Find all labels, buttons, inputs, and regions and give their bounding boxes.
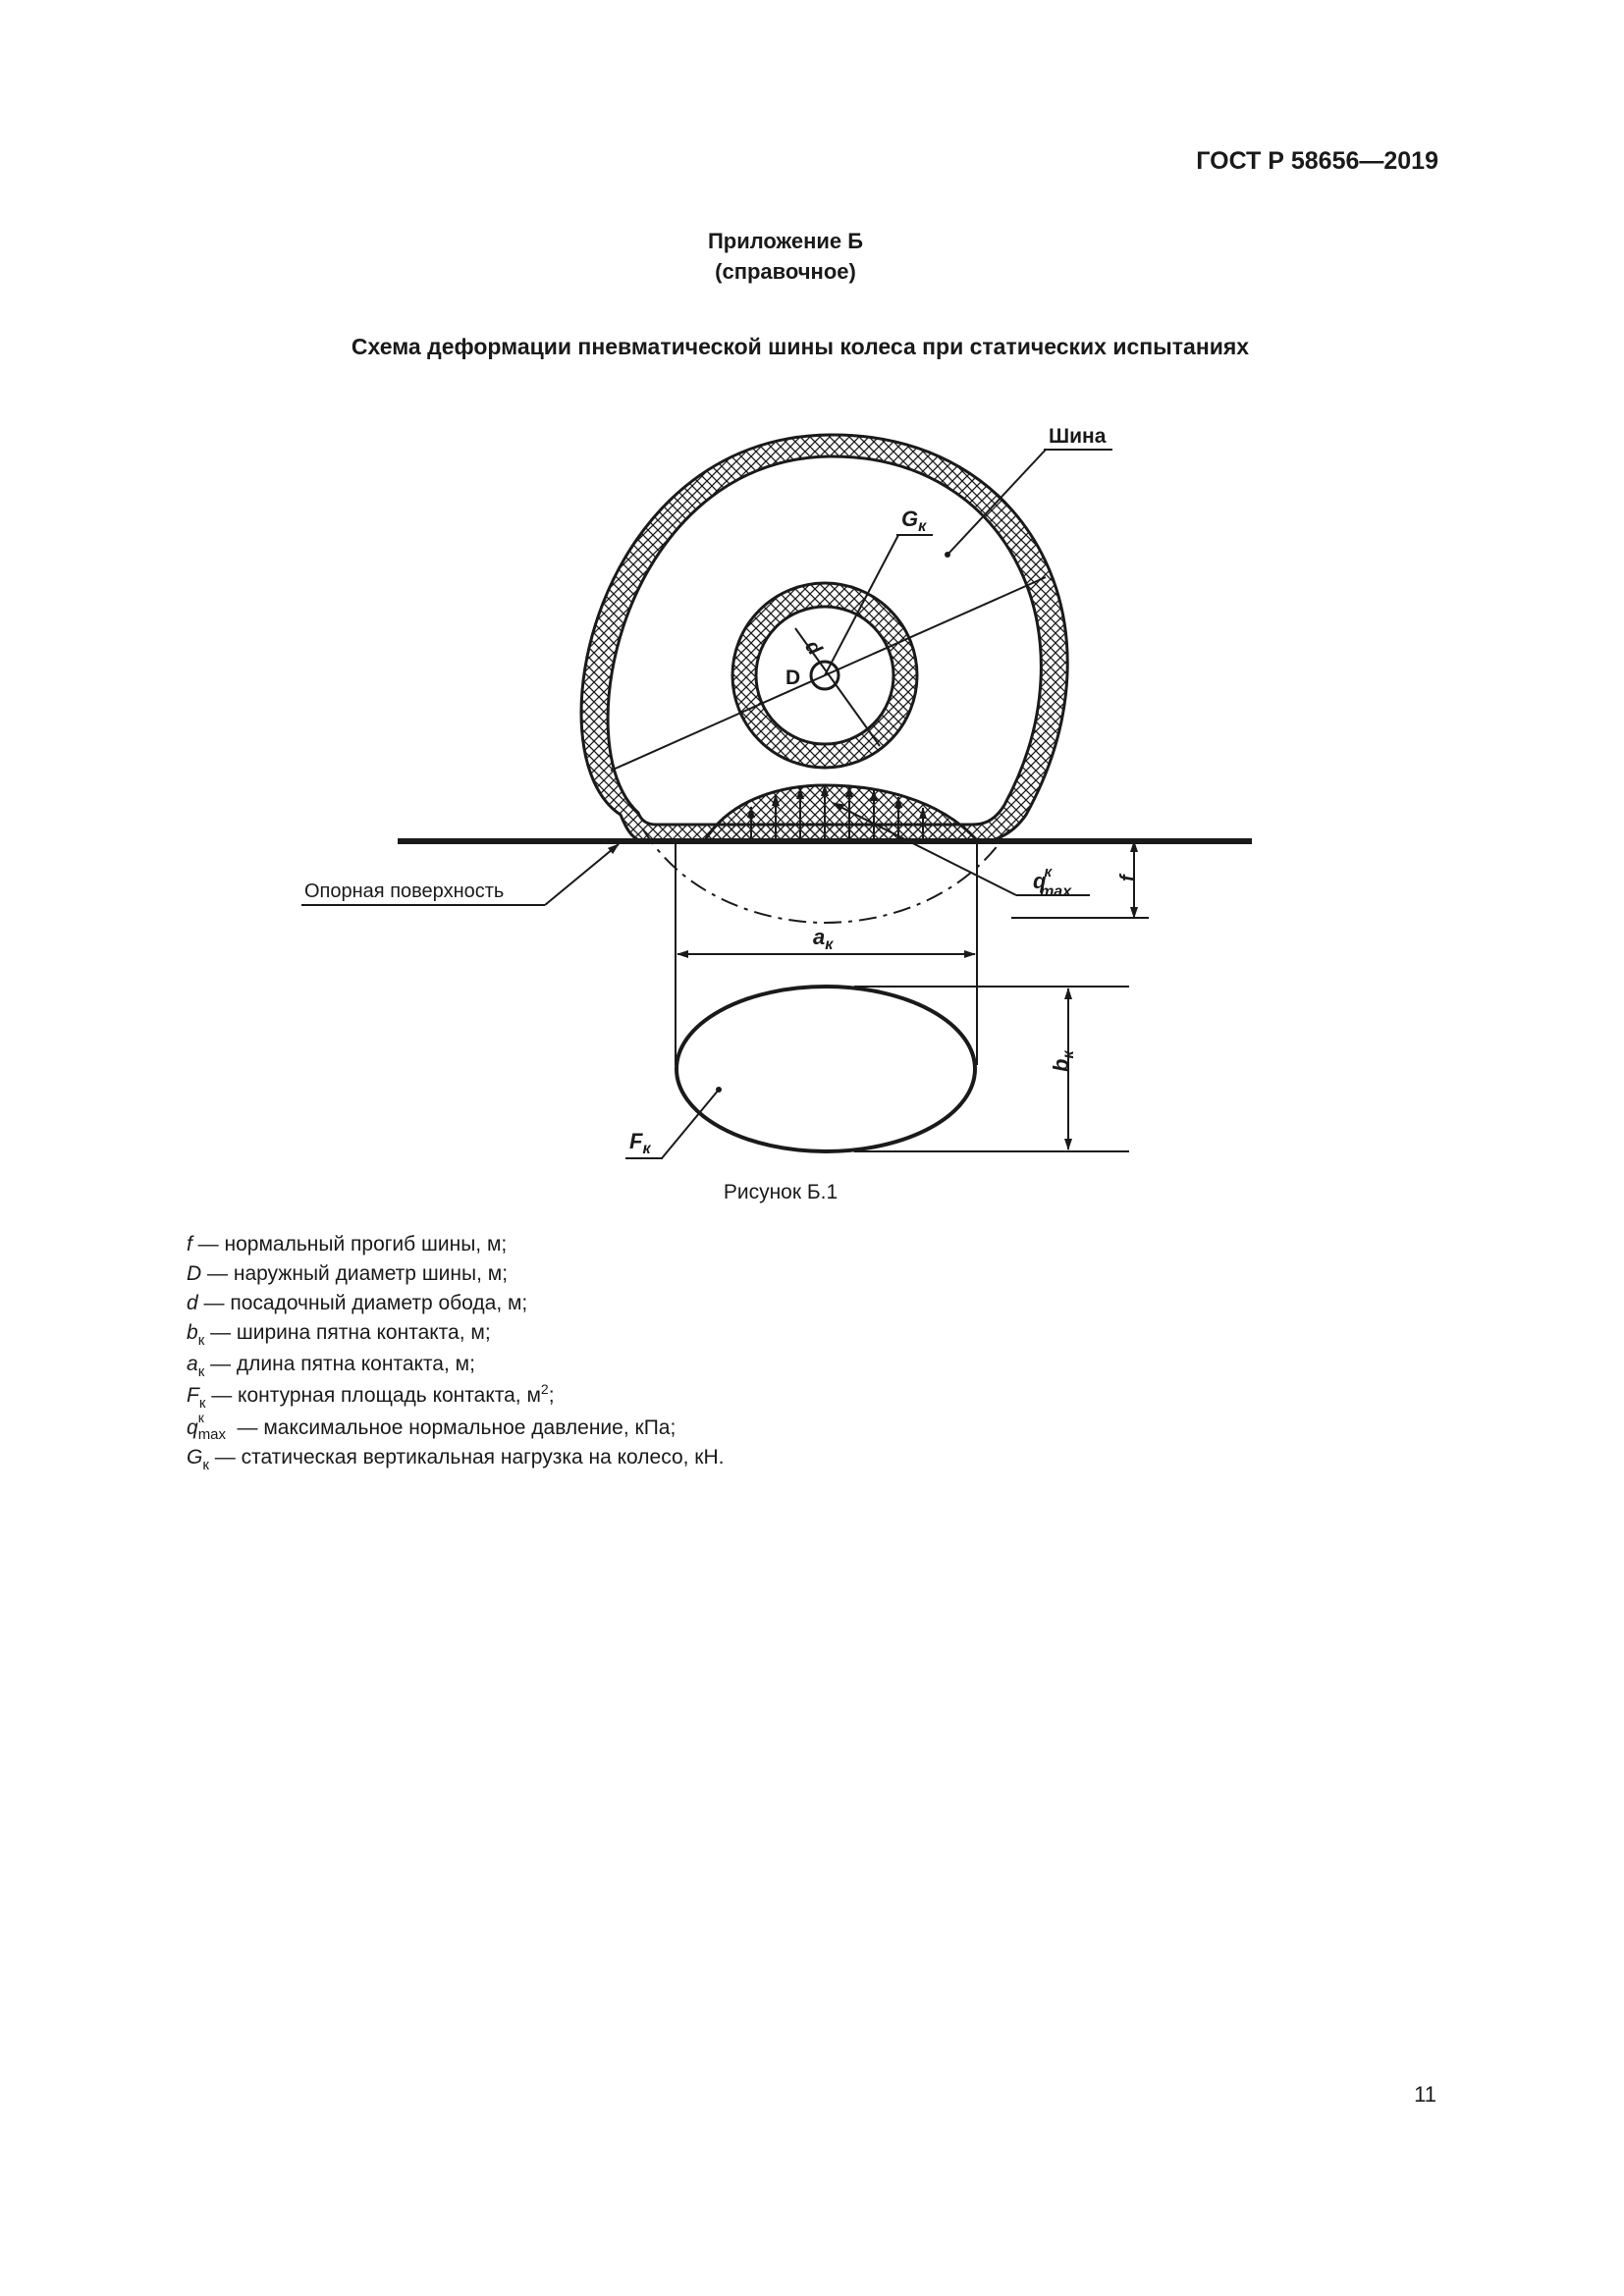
legend-item: $a_к$ — длина пятна контакта, м;	[187, 1353, 475, 1380]
figure-caption: Рисунок Б.1	[723, 1181, 839, 1203]
tire-label: Шина	[1049, 425, 1107, 448]
annex-status: (справочное)	[715, 259, 856, 284]
legend-item: d — посадочный диаметр обода, м;	[187, 1292, 528, 1314]
outer-diameter-label: D	[785, 667, 801, 689]
pressure-label: qк max	[1033, 864, 1072, 900]
contact-length-label: $a_к$	[813, 925, 834, 953]
section-title: Схема деформации пневматической шины колеса при статических испытаниях	[351, 334, 1250, 359]
legend-item: $G_к$ — статическая вертикальная нагрузка на колесо, кН.	[187, 1446, 725, 1473]
legend-item: f — нормальный прогиб шины, м;	[187, 1233, 508, 1255]
contact-width-label: $b_к$	[1049, 1050, 1077, 1072]
rim-diameter-label: d	[800, 636, 827, 660]
tire-ring	[581, 435, 1067, 842]
tire-body	[581, 435, 1067, 842]
page-number: 11	[1414, 2082, 1436, 2107]
standard-code: ГОСТ Р 58656—2019	[1196, 147, 1438, 175]
support-surface-label: Опорная поверхность	[304, 881, 505, 902]
legend-item: $b_к$ — ширина пятна контакта, м;	[187, 1321, 491, 1349]
contact-patch	[677, 987, 975, 1151]
deflection-label: f	[1117, 875, 1139, 881]
legend-item: $F_к$ — контурная площадь контакта, $м^2$;	[187, 1381, 555, 1412]
legend	[187, 1230, 724, 1474]
annex-title: Приложение Б	[707, 229, 864, 253]
legend-item: q к max — максимальное нормальное давление, кПа;	[187, 1410, 677, 1443]
load-label: $G_к$	[901, 507, 927, 535]
legend-item: D — наружный диаметр шины, м;	[187, 1262, 509, 1285]
contact-area-label: $F_к$	[629, 1129, 651, 1157]
support-leader	[545, 844, 619, 905]
